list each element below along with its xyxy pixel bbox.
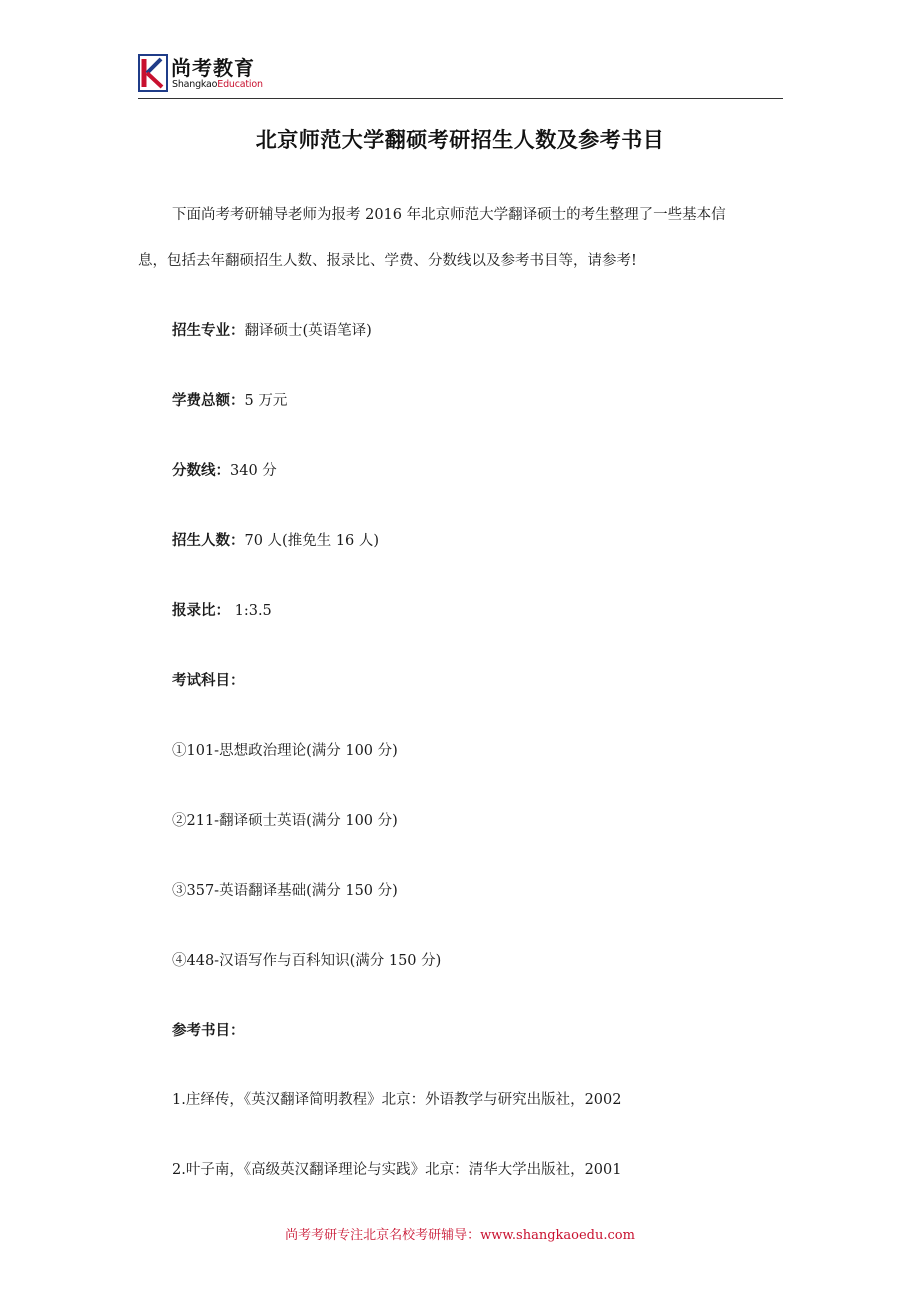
book-item: 2.叶子南，《高级英汉翻译理论与实践》北京：清华大学出版社，2001 — [172, 1162, 622, 1178]
footer-link[interactable]: 尚考考研专注北京名校考研辅导：www.shangkaoedu.com — [285, 1228, 635, 1243]
field-tuition: 学费总额：5 万元 — [172, 392, 288, 409]
field-enrollment: 招生人数：70 人(推免生 16 人) — [172, 532, 380, 549]
book-item: 1.庄绎传，《英汉翻译简明教程》北京：外语教学与研究出版社，2002 — [172, 1092, 622, 1108]
shangkao-logo-icon — [138, 54, 168, 92]
exam-item: ③357-英语翻译基础(满分 150 分) — [172, 883, 398, 899]
intro-line-1: 下面尚考考研辅导老师为报考 2016 年北京师范大学翻译硕士的考生整理了一些基本信 — [172, 207, 726, 223]
logo-english-name: ShangkaoEducation — [172, 79, 263, 90]
field-cutoff-score: 分数线：340 分 — [172, 462, 277, 479]
exam-heading: 考试科目： — [172, 672, 245, 689]
logo-chinese-name: 尚考教育 — [171, 56, 255, 80]
page-header — [138, 50, 783, 100]
page-title: 北京师范大学翻硕考研招生人数及参考书目 — [255, 127, 665, 152]
intro-line-2: 息，包括去年翻硕招生人数、报录比、学费、分数线以及参考书目等，请参考! — [138, 253, 637, 269]
books-heading: 参考书目： — [172, 1022, 245, 1039]
exam-item: ④448-汉语写作与百科知识(满分 150 分) — [172, 953, 442, 969]
exam-item: ②211-翻译硕士英语(满分 100 分) — [172, 813, 398, 829]
header-divider — [138, 98, 783, 99]
field-admission-ratio: 报录比： 1:3.5 — [172, 602, 272, 619]
field-major: 招生专业：翻译硕士(英语笔译) — [172, 322, 372, 339]
exam-item: ①101-思想政治理论(满分 100 分) — [172, 743, 398, 759]
